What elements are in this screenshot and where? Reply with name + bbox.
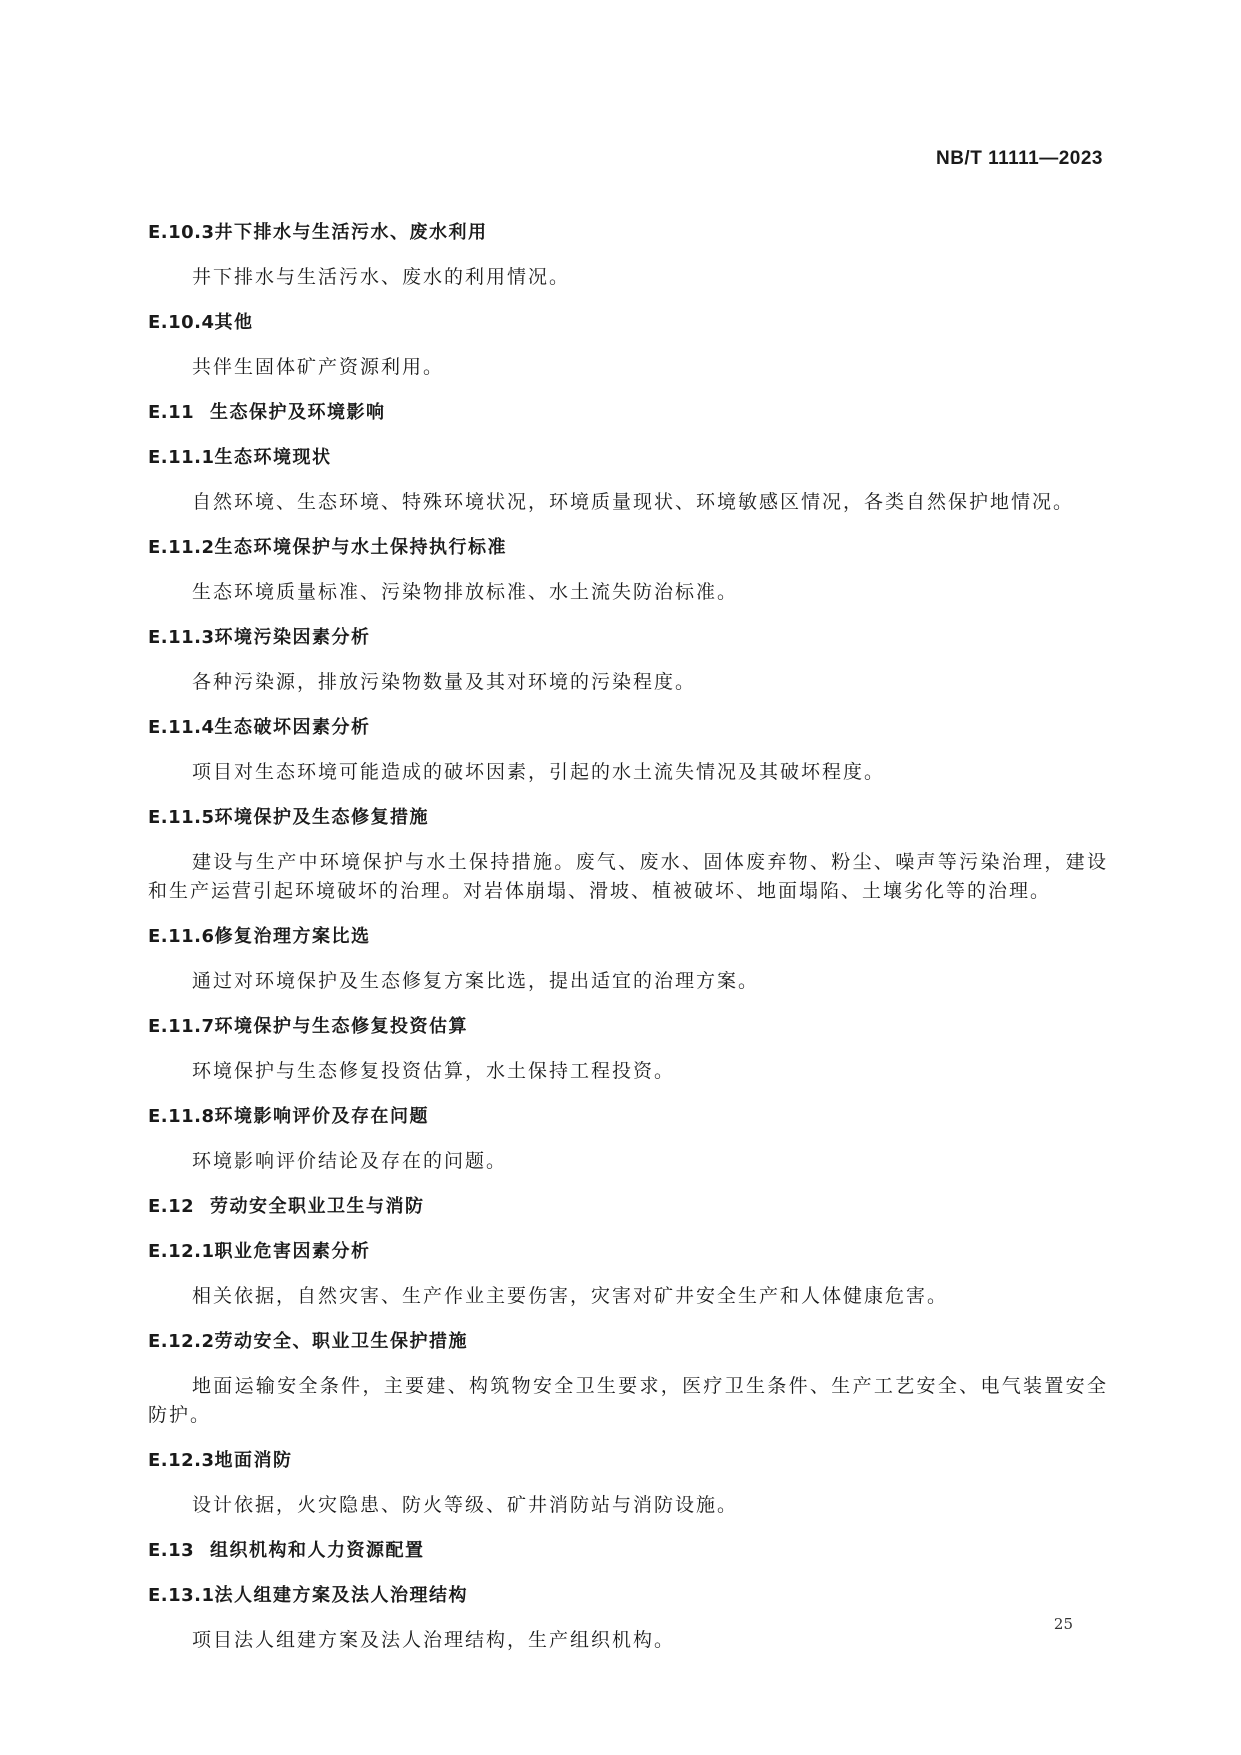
section-title: 井下排水与生活污水、废水利用 xyxy=(214,222,488,243)
standard-code: NB/T 11111—2023 xyxy=(935,148,1103,169)
section-title: 环境保护及生态修复措施 xyxy=(214,807,430,828)
section-e-11-8 xyxy=(148,1102,1108,1176)
section-number: E.12.3 xyxy=(148,1450,215,1471)
section-title: 组织机构和人力资源配置 xyxy=(210,1540,425,1561)
section-number: E.11.8 xyxy=(148,1106,215,1127)
section-heading xyxy=(148,1327,1108,1372)
section-title: 环境保护与生态修复投资估算 xyxy=(214,1016,469,1037)
section-e-11 xyxy=(148,398,1108,443)
section-text: 通过对环境保护及生态修复方案比选，提出适宜的治理方案。 xyxy=(192,970,760,992)
section-heading xyxy=(148,533,1108,578)
section-title: 生态破坏因素分析 xyxy=(214,717,371,738)
section-title: 修复治理方案比选 xyxy=(214,926,371,947)
section-number: E.10.3 xyxy=(148,222,215,243)
section-heading xyxy=(148,218,1108,263)
section-e-11-2 xyxy=(148,533,1108,607)
section-heading xyxy=(148,1012,1108,1057)
section-e-11-1 xyxy=(148,443,1108,517)
section-title: 法人组建方案及法人治理结构 xyxy=(214,1585,469,1606)
section-heading xyxy=(148,1192,1108,1237)
section-number: E.11.2 xyxy=(148,537,215,558)
section-title: 劳动安全职业卫生与消防 xyxy=(210,1196,425,1217)
section-text: 项目法人组建方案及法人治理结构，生产组织机构。 xyxy=(192,1629,676,1651)
section-heading xyxy=(148,1536,1108,1581)
section-text: 井下排水与生活污水、废水的利用情况。 xyxy=(192,266,571,288)
section-e-12 xyxy=(148,1192,1108,1237)
section-e-11-7 xyxy=(148,1012,1108,1086)
section-number: E.13.1 xyxy=(148,1585,215,1606)
section-e-10-3 xyxy=(148,218,1108,292)
section-text: 地面运输安全条件，主要建、构筑物安全卫生要求，医疗卫生条件、生产工艺安全、电气装置安全防护。 xyxy=(148,1375,1108,1426)
section-heading xyxy=(148,1237,1108,1282)
section-text: 各种污染源，排放污染物数量及其对环境的污染程度。 xyxy=(192,671,697,693)
section-title: 地面消防 xyxy=(214,1450,293,1471)
section-text: 共伴生固体矿产资源利用。 xyxy=(192,356,445,378)
section-title: 劳动安全、职业卫生保护措施 xyxy=(214,1331,469,1352)
section-heading xyxy=(148,1102,1108,1147)
section-number: E.10.4 xyxy=(148,312,215,333)
section-title: 职业危害因素分析 xyxy=(214,1241,371,1262)
section-number: E.11.4 xyxy=(148,717,215,738)
section-number: E.12 xyxy=(148,1196,195,1217)
section-number: E.12.1 xyxy=(148,1241,215,1262)
section-e-13-1 xyxy=(148,1581,1108,1655)
section-title: 环境污染因素分析 xyxy=(214,627,371,648)
section-text: 环境保护与生态修复投资估算，水土保持工程投资。 xyxy=(192,1060,676,1082)
section-title: 生态环境现状 xyxy=(214,447,332,468)
section-heading xyxy=(148,398,1108,443)
section-number: E.11.1 xyxy=(148,447,215,468)
section-text: 设计依据，火灾隐患、防火等级、矿井消防站与消防设施。 xyxy=(192,1494,739,1516)
section-e-11-4 xyxy=(148,713,1108,787)
section-text: 生态环境质量标准、污染物排放标准、水土流失防治标准。 xyxy=(192,581,739,603)
section-heading xyxy=(148,803,1108,848)
section-e-12-3 xyxy=(148,1446,1108,1520)
section-number: E.11.6 xyxy=(148,926,215,947)
section-text: 项目对生态环境可能造成的破坏因素，引起的水土流失情况及其破坏程度。 xyxy=(192,761,886,783)
section-text: 自然环境、生态环境、特殊环境状况，环境质量现状、环境敏感区情况，各类自然保护地情况。 xyxy=(192,491,1075,513)
section-e-11-5 xyxy=(148,803,1108,906)
section-number: E.13 xyxy=(148,1540,195,1561)
section-text: 相关依据，自然灾害、生产作业主要伤害，灾害对矿井安全生产和人体健康危害。 xyxy=(192,1285,949,1307)
section-e-12-1 xyxy=(148,1237,1108,1311)
section-heading xyxy=(148,922,1108,967)
section-e-10-4 xyxy=(148,308,1108,382)
section-heading xyxy=(148,713,1108,758)
page-number: 25 xyxy=(1053,1615,1073,1633)
section-title: 生态环境保护与水土保持执行标准 xyxy=(214,537,508,558)
section-heading xyxy=(148,443,1108,488)
section-number: E.11.7 xyxy=(148,1016,215,1037)
section-e-13 xyxy=(148,1536,1108,1581)
section-e-11-3 xyxy=(148,623,1108,697)
section-number: E.12.2 xyxy=(148,1331,215,1352)
section-number: E.11.3 xyxy=(148,627,215,648)
section-e-12-2 xyxy=(148,1327,1108,1430)
section-title: 环境影响评价及存在问题 xyxy=(214,1106,430,1127)
section-text: 建设与生产中环境保护与水土保持措施。废气、废水、固体废弃物、粉尘、噪声等污染治理，建设和生产运营引起环境破坏的治理。对岩体崩塌、滑坡、植被破坏、地面塌陷、土壤劣化等的治理。 xyxy=(148,851,1108,902)
section-number: E.11 xyxy=(148,402,195,423)
document-body xyxy=(148,218,1108,1671)
section-text: 环境影响评价结论及存在的问题。 xyxy=(192,1150,508,1172)
section-heading xyxy=(148,623,1108,668)
section-number: E.11.5 xyxy=(148,807,215,828)
section-title: 其他 xyxy=(214,312,254,333)
section-heading xyxy=(148,308,1108,353)
section-heading xyxy=(148,1446,1108,1491)
section-e-11-6 xyxy=(148,922,1108,996)
section-title: 生态保护及环境影响 xyxy=(210,402,386,423)
section-heading xyxy=(148,1581,1108,1626)
